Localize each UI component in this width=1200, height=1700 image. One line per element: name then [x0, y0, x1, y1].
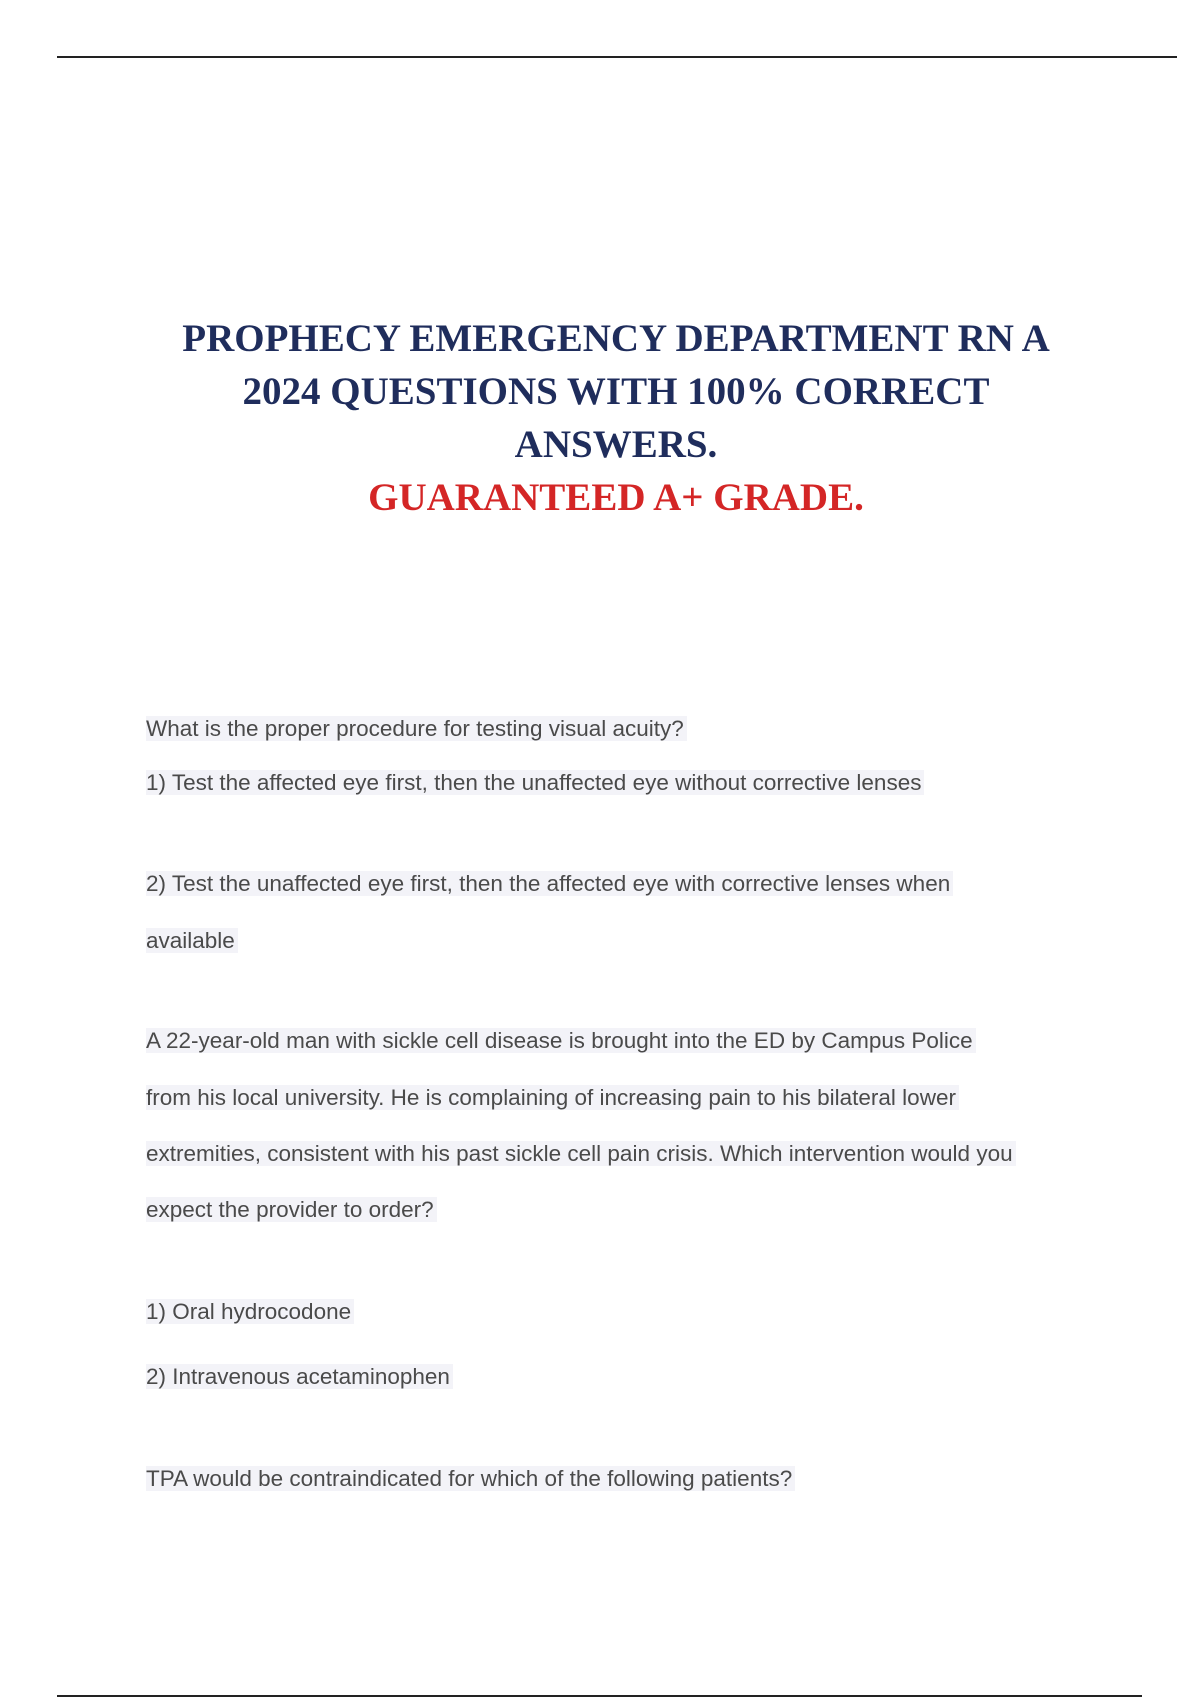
question-1-option-2-continued: available [146, 926, 238, 956]
title-line-2: 2024 QUESTIONS WITH 100% CORRECT [242, 370, 990, 413]
document-title [120, 312, 1112, 524]
question-1-text: What is the proper procedure for testing visual acuity? [146, 714, 687, 744]
question-2-line-1: A 22-year-old man with sickle cell disease is brought into the ED by Campus Police [146, 1026, 976, 1056]
question-2-option-1: 1) Oral hydrocodone [146, 1297, 354, 1327]
question-2-line-2: from his local university. He is complaining of increasing pain to his bilateral lower [146, 1083, 959, 1113]
header-rule [57, 56, 1177, 58]
title-grade-line: GUARANTEED A+ GRADE. [368, 476, 864, 519]
footer-rule [57, 1695, 1142, 1697]
question-1-option-2: 2) Test the unaffected eye first, then the affected eye with corrective lenses when [146, 869, 953, 899]
question-2-line-3: extremities, consistent with his past sickle cell pain crisis. Which intervention would you [146, 1139, 1016, 1169]
question-2-line-4: expect the provider to order? [146, 1195, 437, 1225]
question-3-text: TPA would be contraindicated for which of the following patients? [146, 1464, 795, 1494]
question-1-option-1: 1) Test the affected eye first, then the unaffected eye without corrective lenses [146, 768, 924, 798]
title-line-3: ANSWERS. [514, 423, 718, 466]
question-2-option-2: 2) Intravenous acetaminophen [146, 1362, 453, 1392]
title-line-1: PROPHECY EMERGENCY DEPARTMENT RN A [182, 317, 1050, 360]
